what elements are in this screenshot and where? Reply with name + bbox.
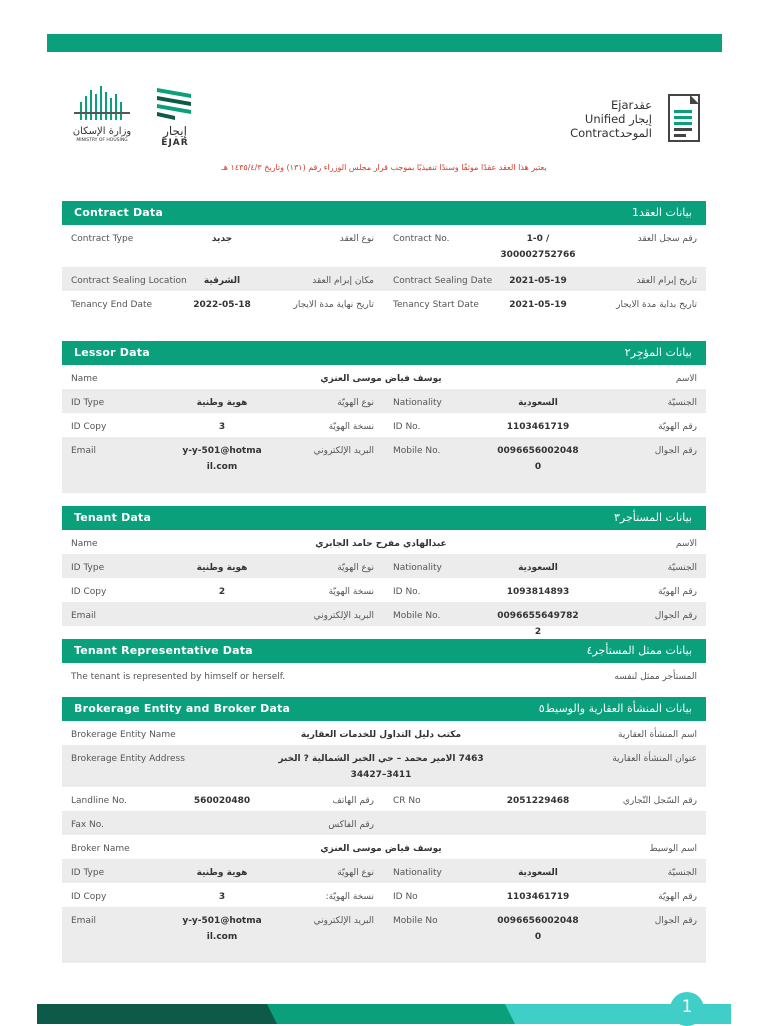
nationality-value: السعودية — [518, 398, 558, 408]
table-row — [62, 578, 706, 602]
section-title-ar — [577, 644, 692, 657]
contract-en: Contract — [570, 126, 620, 140]
entity-address-value: 7463 الامير محمد – حي الخبر الشمالية ? الخبر 3411–34427 — [278, 754, 484, 780]
document-icon — [668, 94, 700, 142]
moh-name-ar: وزارة الإسكان — [72, 126, 132, 137]
section-number: ٥ — [538, 702, 545, 715]
nationality-label: Nationality — [393, 563, 442, 573]
unified-ar: إيجار — [629, 112, 652, 126]
nationality-value: السعودية — [518, 868, 558, 878]
table-row — [62, 413, 706, 437]
id-type-value: هوية وطنية — [196, 398, 248, 408]
ejar-logo-ar: إيجار — [163, 124, 187, 138]
nationality-label: Nationality — [393, 868, 442, 878]
section-title-ar-text: بيانات العقد — [638, 206, 692, 219]
representation-note-ar: المستأجر ممثل لنفسه — [614, 672, 697, 682]
id-type-label-ar: نوع الهويّة — [337, 868, 374, 878]
cr-no-label: CR No — [393, 796, 421, 806]
mobile-value: 00966560020480 — [497, 446, 579, 472]
table-row — [62, 859, 706, 883]
tenant-data-section — [62, 506, 706, 637]
nationality-label-ar: الجنسيّة — [667, 868, 697, 878]
id-no-label: ID No. — [393, 422, 421, 432]
landline-value: 560020480 — [193, 796, 251, 806]
tenancy-start-label-ar: تاريخ بداية مدة الايجار — [616, 300, 697, 310]
id-copy-value: 3 — [218, 892, 226, 902]
moh-name-en: MINISTRY OF HOUSING — [76, 138, 128, 143]
email-value: y-y-501@hotmail.com — [182, 446, 262, 472]
section-title-ar — [615, 346, 692, 359]
section-number: 1 — [631, 206, 639, 219]
id-type-label: ID Type — [71, 398, 105, 408]
id-no-label: ID No. — [393, 587, 421, 597]
mobile-label: Mobile No. — [393, 446, 441, 456]
section-title-ar-text: بيانات المستأجر — [619, 511, 692, 524]
section-header — [62, 697, 706, 721]
section-number: ٤ — [586, 644, 593, 657]
table-row — [62, 267, 706, 291]
page-number: 1 — [670, 992, 704, 1026]
brokerage-section — [62, 697, 706, 963]
table-row — [62, 530, 706, 554]
tenancy-end-label-ar: تاريخ نهاية مدة الايجار — [293, 300, 374, 310]
section-title-en: Brokerage Entity and Broker Data — [74, 702, 291, 715]
table-row — [62, 721, 706, 745]
id-type-label: ID Type — [71, 868, 105, 878]
email-label-ar: البريد الإلكتروني — [313, 916, 374, 926]
id-no-label: ID No — [393, 892, 418, 902]
mobile-label-ar: رقم الجوال — [654, 611, 697, 621]
table-row — [62, 745, 706, 787]
section-number: ٣ — [613, 511, 620, 524]
entity-name-label: Brokerage Entity Name — [71, 730, 176, 740]
legal-notice: يعتبر هذا العقد عقدًا موثقًا وسندًا تنفيذيًا بموجب قرار مجلس الوزراء رقم (١٣١) وتاريخ ١٤٣٥/٤/٣ هـ — [221, 163, 547, 172]
ejar-stripes-icon — [155, 86, 195, 120]
contract-data-section — [62, 201, 706, 329]
fax-label: Fax No. — [71, 820, 104, 830]
section-header — [62, 201, 706, 225]
table-row — [62, 907, 706, 963]
contract-no-label-ar: رقم سجل العقد — [637, 234, 697, 244]
mobile-label: Mobile No. — [393, 611, 441, 621]
entity-name-label-ar: اسم المنشأة العقارية — [618, 730, 697, 740]
sealing-location-label: Contract Sealing Location — [71, 276, 187, 286]
table-row — [62, 365, 706, 389]
table-row — [62, 811, 706, 835]
name-label: Name — [71, 539, 98, 549]
email-label-ar: البريد الإلكتروني — [313, 611, 374, 621]
table-row — [62, 389, 706, 413]
id-no-label-ar: رقم الهويّة — [658, 587, 697, 597]
top-accent-bar — [47, 34, 722, 52]
broker-name-value: يوسف فياض موسى العنزي — [320, 844, 442, 854]
broker-name-label: Broker Name — [71, 844, 130, 854]
partner-logos — [68, 84, 198, 148]
id-copy-label: ID Copy — [71, 892, 107, 902]
id-copy-label: ID Copy — [71, 422, 107, 432]
broker-name-label-ar: اسم الوسيط — [649, 844, 697, 854]
contract-type-label: Contract Type — [71, 234, 134, 244]
tenancy-start-label: Tenancy Start Date — [393, 300, 479, 310]
unified-en: Unified — [584, 112, 626, 126]
ejar-ar: عقد — [633, 98, 652, 112]
sealing-date-value: 2021-05-19 — [509, 276, 567, 286]
mobile-label-ar: رقم الجوال — [654, 446, 697, 456]
entity-address-label: Brokerage Entity Address — [71, 754, 185, 764]
nationality-label-ar: الجنسيّة — [667, 563, 697, 573]
section-header — [62, 639, 706, 663]
section-title-ar-text: بيانات ممثل المستأجر — [592, 644, 692, 657]
name-label: Name — [71, 374, 98, 384]
table-row — [62, 602, 706, 637]
table-row — [62, 883, 706, 907]
id-type-label: ID Type — [71, 563, 105, 573]
mobile-value: 00966556497822 — [497, 611, 579, 637]
section-header — [62, 341, 706, 365]
id-no-value: 1093814893 — [506, 587, 570, 597]
name-label-ar: الاسم — [675, 539, 697, 549]
mobile-label: Mobile No — [393, 916, 438, 926]
footer-band — [37, 1004, 731, 1024]
sealing-date-label-ar: تاريخ إبرام العقد — [636, 276, 697, 286]
entity-name-value: مكتب دليل التداول للخدمات العقارية — [300, 730, 462, 740]
entity-address-label-ar: عنوان المنشأة العقارية — [612, 754, 697, 764]
section-number: ٢ — [624, 346, 631, 359]
fax-label-ar: رقم الفاكس — [328, 820, 374, 830]
table-row — [62, 787, 706, 811]
tenancy-end-label: Tenancy End Date — [71, 300, 153, 310]
footer-mid-band — [265, 1004, 515, 1024]
section-title-ar — [529, 702, 692, 715]
id-type-label-ar: نوع الهويّة — [337, 398, 374, 408]
representation-note: The tenant is represented by himself or herself. — [71, 672, 286, 682]
tenant-representative-section — [62, 639, 706, 689]
table-row — [62, 554, 706, 578]
nationality-label-ar: الجنسيّة — [667, 398, 697, 408]
contract-no-label: Contract No. — [393, 234, 450, 244]
section-title-en: Tenant Representative Data — [74, 644, 253, 657]
landline-label-ar: رقم الهاتف — [332, 796, 374, 806]
tenancy-end-value: 2022-05-18 — [193, 300, 251, 310]
id-copy-value: 3 — [218, 422, 226, 432]
section-header — [62, 506, 706, 530]
id-type-value: هوية وطنية — [196, 868, 248, 878]
footer-dark-band — [37, 1004, 277, 1024]
landline-label: Landline No. — [71, 796, 127, 806]
id-copy-label-ar: نسخة الهويّة: — [325, 892, 374, 902]
cr-no-label-ar: رقم السّجل التّجاري — [622, 796, 697, 806]
table-row — [62, 225, 706, 267]
id-no-value: 1103461719 — [506, 422, 570, 432]
id-copy-value: 2 — [218, 587, 226, 597]
email-label: Email — [71, 446, 96, 456]
section-title-ar-text: بيانات المنشأة العقارية والوسيط — [544, 702, 692, 715]
table-row — [62, 437, 706, 493]
id-copy-label-ar: نسخة الهويّة — [328, 422, 374, 432]
table-row — [62, 291, 706, 329]
cr-no-value: 2051229468 — [506, 796, 570, 806]
id-no-value: 1103461719 — [506, 892, 570, 902]
table-row — [62, 663, 706, 689]
ejar-logo-en: EJAR — [161, 138, 189, 148]
section-title-en: Lessor Data — [74, 346, 150, 359]
id-copy-label: ID Copy — [71, 587, 107, 597]
section-title-ar — [622, 206, 692, 219]
name-label-ar: الاسم — [675, 374, 697, 384]
id-copy-label-ar: نسخة الهويّة — [328, 587, 374, 597]
contract-type-value: جديد — [211, 234, 233, 244]
tenancy-start-value: 2021-05-19 — [509, 300, 567, 310]
name-value: يوسف فياض موسى العنزي — [320, 374, 442, 384]
ejar-unified-contract-logo — [546, 94, 700, 152]
mobile-label-ar: رقم الجوال — [654, 916, 697, 926]
ejar-en: Ejar — [611, 98, 634, 112]
id-type-label-ar: نوع الهويّة — [337, 563, 374, 573]
email-label: Email — [71, 611, 96, 621]
lessor-data-section — [62, 341, 706, 493]
mobile-value: 00966560020480 — [497, 916, 579, 942]
ministry-of-housing-logo — [68, 84, 136, 146]
section-title-ar-text: بيانات المؤجِر — [630, 346, 692, 359]
ejar-brand-text — [570, 98, 652, 140]
ejar-logo — [152, 86, 198, 146]
email-label-ar: البريد الإلكتروني — [313, 446, 374, 456]
sealing-date-label: Contract Sealing Date — [393, 276, 493, 286]
section-title-en: Contract Data — [74, 206, 164, 219]
sealing-location-value: الشرقية — [203, 276, 241, 286]
contract-ar: الموحد — [619, 126, 652, 140]
email-label: Email — [71, 916, 96, 926]
section-title-ar — [604, 511, 692, 524]
id-no-label-ar: رقم الهويّة — [658, 422, 697, 432]
nationality-value: السعودية — [518, 563, 558, 573]
email-value: y-y-501@hotmail.com — [182, 916, 262, 942]
id-type-value: هوية وطنية — [196, 563, 248, 573]
id-no-label-ar: رقم الهويّة — [658, 892, 697, 902]
name-value: عبدالهادي مفرح حامد الجابري — [315, 539, 447, 549]
table-row — [62, 835, 706, 859]
contract-no-value: 1-0 / 300002752766 — [500, 234, 576, 260]
contract-type-label-ar: نوع العقد — [339, 234, 374, 244]
section-title-en: Tenant Data — [74, 511, 152, 524]
sealing-location-label-ar: مكان إبرام العقد — [312, 276, 374, 286]
moh-emblem-icon — [72, 84, 132, 120]
nationality-label: Nationality — [393, 398, 442, 408]
